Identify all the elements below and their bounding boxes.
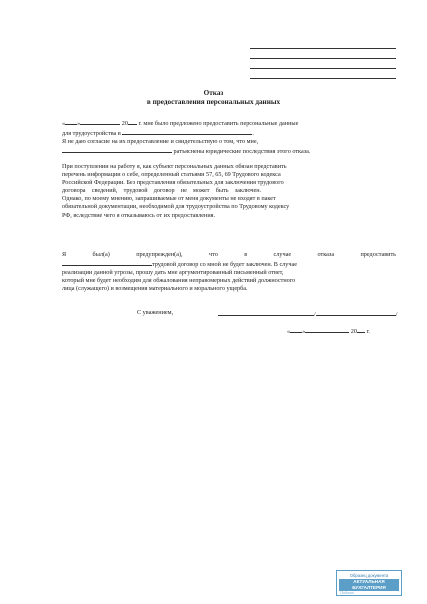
stamp-caption: Образец документа [349, 573, 389, 578]
stamp-signature: Подпись [340, 591, 355, 595]
warning-text: который мне будет необходим для обжалования неправомерных действий должностного [62, 277, 296, 285]
law-line: Однако, по моему мнению, запрашиваемые от меня документы не входят в пакет [62, 195, 276, 203]
date-year: 20 [350, 328, 357, 335]
consequences-text: ратъяснены юридические последствия этого отказа. [173, 148, 311, 156]
warning-word: случае [273, 251, 292, 258]
addressee-line [250, 78, 396, 79]
addressee-line [250, 48, 396, 49]
warning-text: трудовой договор со мной не будет заключен. В случае [152, 261, 297, 269]
date-close-quote: » [77, 120, 81, 127]
law-line: Российской Федерации. Без представления обязательных для заключения трудового [62, 179, 284, 187]
law-line: перечень информации о себе, определенный статьями 57, 65, 69 Трудового кодекса [62, 171, 281, 179]
warning-text: реализации данной угрозы, прошу дать мне аргументированный письменный ответ, [62, 269, 284, 277]
year-prefix: 20 [121, 120, 128, 127]
watermark-stamp [336, 570, 402, 596]
date-open-quote: « [62, 120, 66, 127]
warning-word: был(а) [92, 251, 110, 258]
paragraph-warning [62, 251, 396, 293]
warning-word: отказа [317, 251, 335, 258]
document-subtitle: в предоставления персональных данных [146, 98, 281, 106]
closing-text: С уважением, [137, 309, 174, 316]
warning-word: предоставить [360, 251, 396, 258]
law-line: обязательной документации, необходимой для трудоустройства по Трудовому кодексу [62, 203, 290, 211]
stamp-brand: АКТУАЛЬНАЯ БУХГАЛТЕРИЯ [339, 579, 399, 591]
law-line: РФ, вследствие чего я отказываюсь от их предоставления. [62, 211, 216, 219]
warning-text: лица (служащего) и возмещения материального и морального ущерба. [62, 285, 248, 293]
warning-word: предупрежден(а), [136, 251, 183, 258]
addressee-line [250, 58, 396, 59]
warning-word: в [244, 251, 248, 258]
law-line: При поступлении на работу я, как субъект персональных данных обязан представить [62, 163, 287, 170]
warning-word: Я [62, 251, 67, 258]
signature-field: / / [218, 309, 397, 319]
law-line: договора сведений, трудовой договор не может быть заключен. [62, 187, 262, 195]
document-title: Отказ [203, 89, 224, 97]
date-open-quote: « [287, 328, 291, 335]
offer-text: г. мне было предложено предоставить персональные данные [138, 120, 299, 127]
date-field [287, 326, 370, 336]
paragraph-law [62, 163, 396, 220]
refusal-text: Я не даю согласие на их предоставление и свидетельствую о том, что мне, [62, 138, 259, 146]
date-close-quote: » [302, 328, 306, 335]
date-suffix: г. [366, 328, 370, 335]
addressee-line [250, 68, 396, 69]
employment-text: для трудоустройства в [62, 130, 121, 138]
paragraph-offer: « » 20 г. мне было предложено предоставить персональные данные для трудоустройства в . Я не даю согласие на их предоставление и свидетельствую о том, что мне, ратъяснены юридические последствия этого отказа. [62, 118, 396, 156]
warning-word: что [208, 251, 218, 258]
